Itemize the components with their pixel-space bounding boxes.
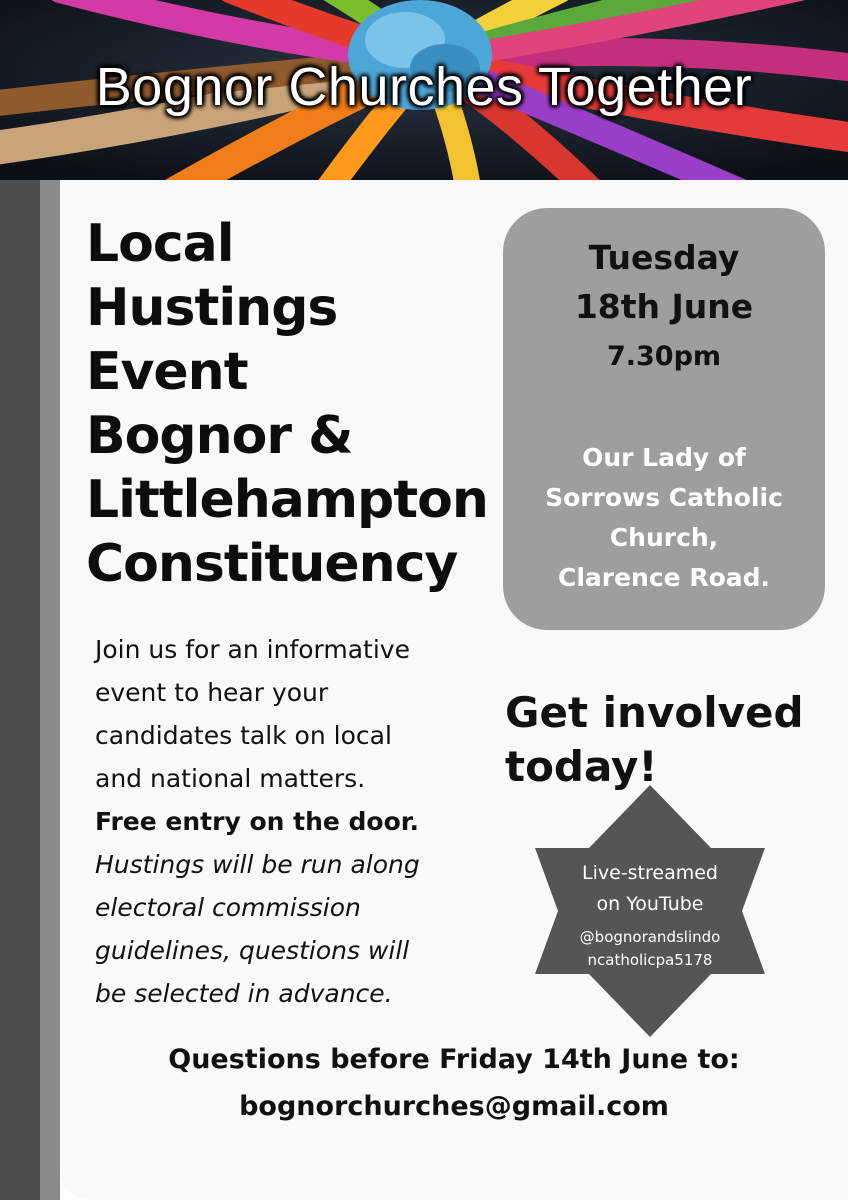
event-title-line: Event [86, 342, 248, 402]
venue-line: Sorrows Catholic [545, 483, 783, 512]
youtube-handle [555, 926, 745, 972]
event-time: 7.30pm [606, 341, 722, 372]
description-line: and national matters. [95, 764, 366, 793]
description-line: Join us for an informative [95, 635, 410, 664]
event-day: Tuesday [588, 238, 740, 277]
banner-title: Bognor Churches Together [95, 57, 753, 117]
event-title-line: Constituency [86, 534, 458, 594]
guidelines-line: Hustings will be run along [95, 850, 420, 879]
venue-line: Clarence Road. [557, 563, 771, 592]
event-title [86, 212, 506, 596]
left-frame-light [40, 180, 60, 1200]
event-title-line: Local [86, 214, 234, 274]
get-involved-heading [505, 686, 835, 794]
description-line: candidates talk on local [95, 721, 392, 750]
date-venue-box [503, 208, 825, 630]
get-involved-line: Get involved [505, 688, 804, 737]
youtube-handle-part: ncatholicpa5178 [587, 951, 713, 969]
livestream-line: Live-streamed [582, 862, 718, 884]
venue-line: Our Lady of [582, 443, 746, 472]
guidelines-line: electoral commission [95, 893, 361, 922]
livestream-badge [555, 858, 745, 972]
header-banner [0, 0, 848, 180]
venue-line: Church, [609, 523, 719, 552]
contact-email: bognorchurches@gmail.com [239, 1091, 669, 1122]
event-venue [503, 438, 825, 598]
questions-deadline: Questions before Friday 14th June to: [168, 1044, 740, 1075]
livestream-line: on YouTube [596, 893, 704, 915]
event-date: 18th June [574, 287, 754, 326]
guidelines-line: be selected in advance. [95, 979, 393, 1008]
youtube-handle-part: @bognorandslindo [579, 928, 721, 946]
free-entry-text: Free entry on the door. [95, 807, 420, 836]
event-title-line: Littlehampton [86, 470, 488, 530]
guidelines-line: guidelines, questions will [95, 936, 410, 965]
event-title-line: Hustings [86, 278, 338, 338]
get-involved-line: today! [505, 742, 658, 791]
description-line: event to hear your [95, 678, 329, 707]
event-description [95, 628, 485, 1015]
event-title-line: Bognor & [86, 406, 353, 466]
footer-contact [60, 1038, 848, 1132]
